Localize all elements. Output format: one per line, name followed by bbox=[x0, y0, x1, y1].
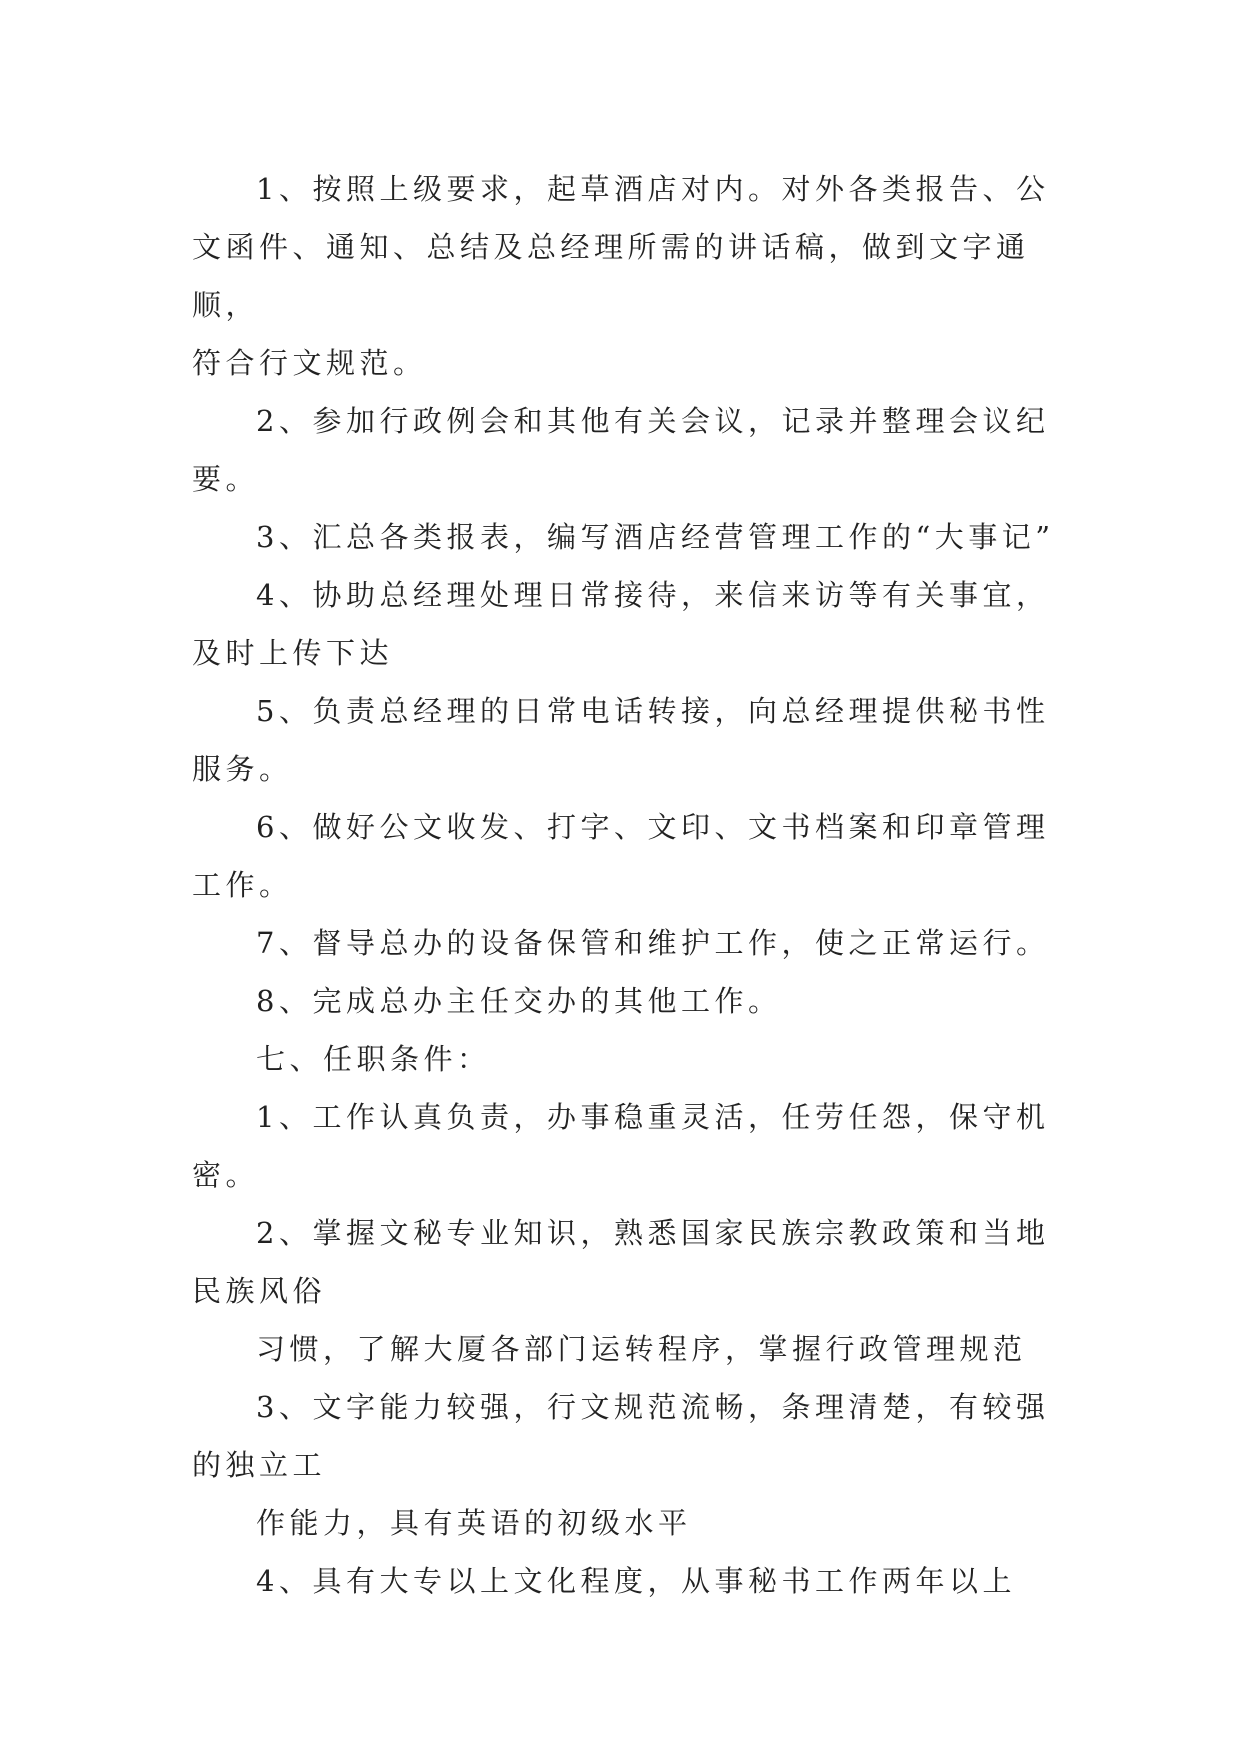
paragraph-1: 1、按照上级要求，起草酒店对内。对外各类报告、公 文函件、通知、总结及总经理所需的讲话稿，做到文字通顺， 符合行文规范。 bbox=[192, 172, 1050, 380]
paragraph-4: 4、协助总经理处理日常接待，来信来访等有关事宜， 及时上传下达 bbox=[192, 578, 1050, 670]
paragraph-14: 作能力，具有英语的初级水平 bbox=[256, 1506, 692, 1540]
paragraph-6: 6、做好公文收发、打字、文印、文书档案和印章管理 工作。 bbox=[192, 810, 1050, 902]
section-heading-qualifications: 七、任职条件： bbox=[256, 1042, 491, 1076]
paragraph-5: 5、负责总经理的日常电话转接，向总经理提供秘书性 服务。 bbox=[192, 694, 1050, 786]
paragraph-12: 习惯，了解大厦各部门运转程序，掌握行政管理规范 bbox=[256, 1332, 1027, 1366]
paragraph-13: 3、文字能力较强，行文规范流畅，条理清楚，有较强 的独立工 bbox=[192, 1390, 1050, 1482]
document-body bbox=[192, 160, 1062, 1610]
paragraph-15: 4、具有大专以上文化程度，从事秘书工作两年以上 bbox=[256, 1564, 1016, 1598]
paragraph-8: 8、完成总办主任交办的其他工作。 bbox=[256, 984, 782, 1018]
paragraph-11: 2、掌握文秘专业知识，熟悉国家民族宗教政策和当地 民族风俗 bbox=[192, 1216, 1050, 1308]
paragraph-2: 2、参加行政例会和其他有关会议，记录并整理会议纪 要。 bbox=[192, 404, 1050, 496]
paragraph-10: 1、工作认真负责，办事稳重灵活，任劳任怨，保守机 密。 bbox=[192, 1100, 1050, 1192]
paragraph-3: 3、汇总各类报表，编写酒店经营管理工作的“大事记” bbox=[256, 520, 1055, 554]
paragraph-7: 7、督导总办的设备保管和维护工作，使之正常运行。 bbox=[256, 926, 1050, 960]
